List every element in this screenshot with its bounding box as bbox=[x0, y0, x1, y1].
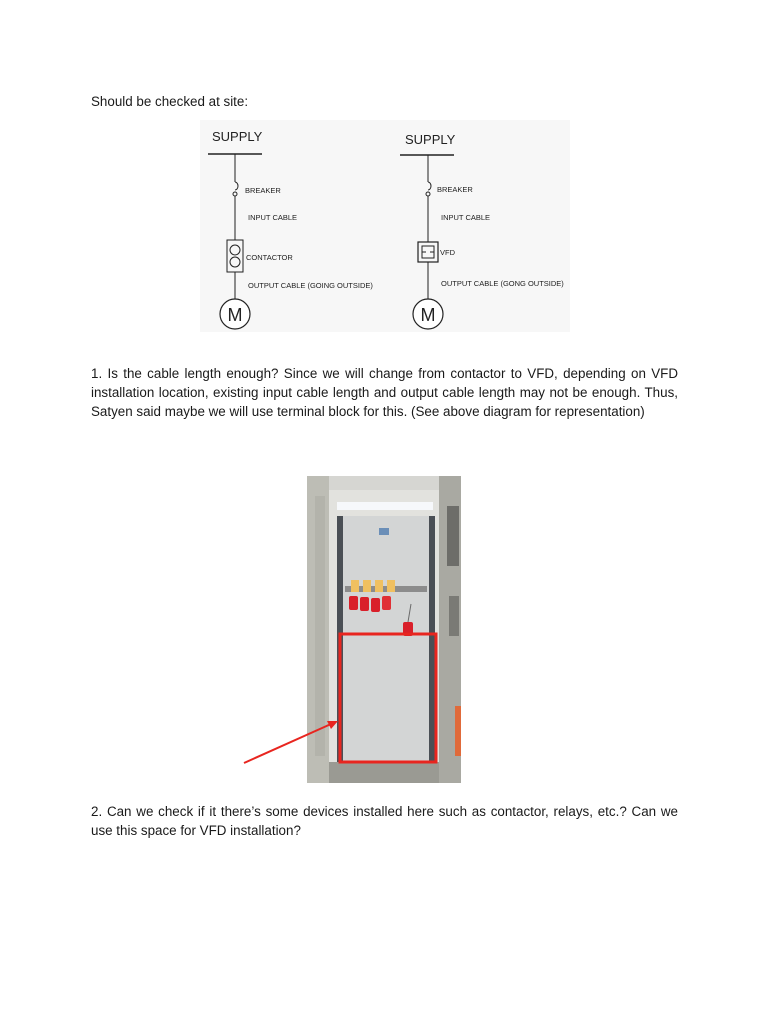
contactor-coil-bottom bbox=[230, 257, 240, 267]
breaker-label: BREAKER bbox=[245, 186, 281, 195]
single-line-diagram bbox=[200, 120, 570, 332]
paragraph-cable-length: 1. Is the cable length enough? Since we will change from contactor to VFD, depending on VFD installation location, existing input cable length and output cable length may not be enough. Thus, Satyen said maybe we will use terminal block for this. (See above diagram for representation) bbox=[91, 366, 678, 419]
output-cable-label: OUTPUT CABLE (GOING OUTSIDE) bbox=[248, 281, 373, 290]
breaker-label: BREAKER bbox=[437, 185, 473, 194]
vfd-label: VFD bbox=[440, 248, 455, 257]
contactor-coil-top bbox=[230, 245, 240, 255]
motor-label: M bbox=[420, 305, 436, 325]
cabinet-light bbox=[337, 502, 433, 510]
breaker-symbol bbox=[235, 182, 238, 190]
supply-label: SUPPLY bbox=[212, 129, 263, 144]
intro-text: Should be checked at site: bbox=[91, 94, 249, 109]
contactor-diagram bbox=[208, 129, 373, 329]
mounting-panel bbox=[337, 516, 435, 766]
lockout-tag bbox=[349, 596, 358, 610]
motor-label: M bbox=[227, 305, 243, 325]
supply-label: SUPPLY bbox=[405, 132, 456, 147]
lockout-tag bbox=[371, 598, 380, 612]
paragraph-device-check: 2. Can we check if it there’s some devices installed here such as contactor, relays, etc.? Can we use this space for VFD installation? bbox=[91, 804, 678, 838]
breaker-contact bbox=[426, 192, 430, 196]
vfd-diagram bbox=[400, 132, 564, 329]
vfd-box bbox=[418, 242, 438, 262]
input-cable-label: INPUT CABLE bbox=[248, 213, 298, 222]
output-cable-label: OUTPUT CABLE (GONG OUTSIDE) bbox=[441, 279, 564, 288]
lockout-tag bbox=[360, 597, 369, 611]
panel-label-sticker bbox=[379, 528, 389, 535]
lockout-tag bbox=[382, 596, 391, 610]
breaker-contact bbox=[233, 192, 237, 196]
input-cable-label: INPUT CABLE bbox=[441, 213, 491, 222]
contactor-label: CONTACTOR bbox=[246, 253, 293, 262]
breaker-symbol bbox=[428, 182, 431, 190]
cabinet-photo bbox=[307, 476, 461, 783]
